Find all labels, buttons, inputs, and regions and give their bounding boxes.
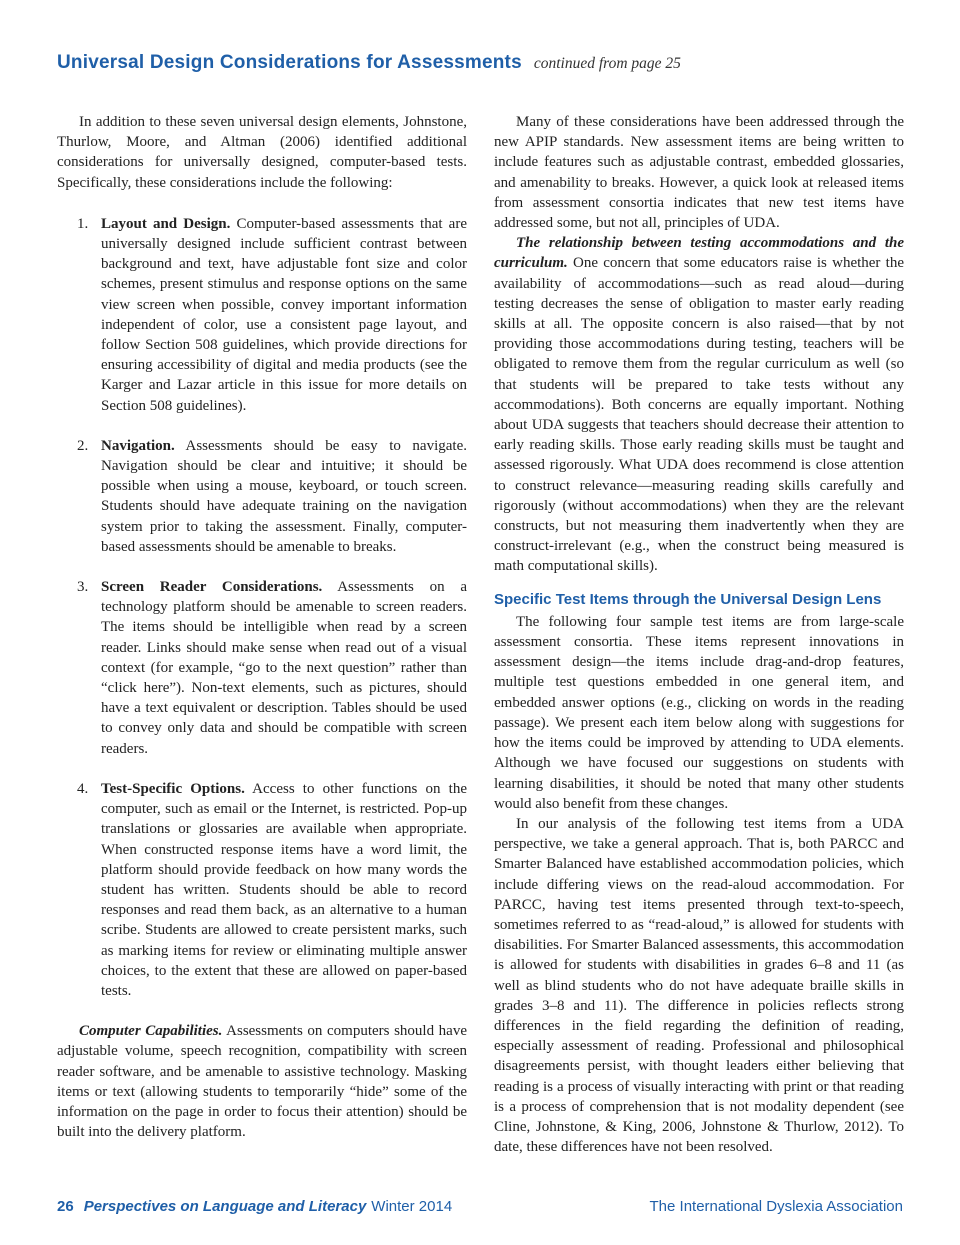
capabilities-paragraph (57, 1021, 467, 1142)
capabilities-term: Computer Capabilities. (79, 1023, 223, 1040)
item-number: 3. (77, 579, 89, 596)
relationship-paragraph (494, 233, 904, 576)
analysis-paragraph: In our analysis of the following test items from a UDA perspective, we take a general approach. That is, both PARCC and Smarter Balanced have established accommodation policies, which include differing views on the read-aloud accommodation. For PARCC, having test items presented through text-to-speech, sometimes referred to as “read-aloud,” is allowed for students with disabilities. For Smarter Balanced assessments, this accommodation is allowed for students with disabilities in grades 6–8 and 11 (as well as blind students who do not have adequate braille skills in grades 3–8 and 11). The difference in policies reflects strong differences in the field regarding the definition of reading, especially assessment of reading. Professional and philosophical disagreements persist, with thought leaders either believing that reading is a process of visually interacting with print or that reading is a process of comprehension that is not modality dependent (see Cline, Johnstone, & King, 2006, Johnstone & Thurlow, 2012). To date, these differences have not been resolved. (494, 815, 904, 1156)
page-number: 26 (57, 1198, 74, 1215)
section-heading: Specific Test Items through the Universal Design Lens (494, 590, 882, 608)
item-term: Test-Specific Options. (101, 780, 245, 797)
publication-name: Perspectives on Language and Literacy (83, 1198, 367, 1215)
item-text: Assessments on a technology platform should be amenable to screen readers. The items should be intelligible when read by a screen reader. Links should make sense when read out of a visual context (for example, “go to the next question” rather than “click here”). Non-text elements, such as pictures, should have a text equivalent or description. Tables should be used to convey only data and should be compatible with screen readers. (101, 579, 467, 757)
relationship-text: One concern that some educators raise is whether the availability of accommodations—such as read aloud—during testing decreases the sense of obligation to master early reading skills at all. The opposite concern is also raised—that by not providing those accommodations during testing, teachers will be obligated to remove them from the regular curriculum as well (so that students will be prepared to take tests without any accommodations). Both concerns are equally important. Nothing about UDA suggests that teachers should decrease their attention to early reading skills. Those early reading skills must be taught and assessed rigorously. What UDA does recommend is close attention to construct relevance—measuring reading skills carefully and rigorously (without accommodations) when they are the relevant constructs, but not measuring them inadvertently when they are construct-irrelevant (e.g., when the construct being measured is math computational skills). (494, 255, 904, 575)
considerations-list (57, 214, 467, 1001)
item-text: Access to other functions on the computer, such as email or the Internet, is restricted. Pop-up translations or glossaries are available when appropriate. When constructed response items have a word limit, the platform should provide feedback on how many words the student has written. Students should be able to record responses and read them back, as an alternative to a human scribe. Students are allowed to create persistent marks, such as marking items for review or eliminating multiple answer choices, to the extent that these are allowed on paper-based tests. (101, 780, 468, 999)
list-item (57, 577, 467, 759)
item-term: Screen Reader Considerations. (101, 579, 323, 596)
issue-label: Winter 2014 (371, 1198, 453, 1215)
list-item (57, 436, 467, 557)
capabilities-text: Assessments on computers should have adjustable volume, speech recognition, compatibility with screen reader software, and be amenable to assistive technology. Masking items or text (allowing students to temporarily “hide” some of the information on the page in order to focus their attention) should be built into the delivery platform. (57, 1023, 468, 1141)
left-column (57, 112, 467, 1142)
page-header (57, 52, 917, 74)
organization-name: The International Dyslexia Association (649, 1198, 903, 1215)
intro-paragraph: In addition to these seven universal design elements, Johnstone, Thurlow, Moore, and Altman (2006) identified additional considerations for universally designed, computer-based tests. Specifically, these considerations include the following: (57, 114, 467, 191)
item-term: Navigation. (101, 437, 175, 454)
item-number: 2. (77, 437, 89, 454)
list-item (57, 779, 467, 1001)
item-text: Assessments should be easy to navigate. Navigation should be clear and intuitive; it should be possible when using a mouse, keyboard, or touch screen. Students should have adequate training on the navigation system prior to taking the assessment. Finally, computer-based assessments should be amenable to breaks. (101, 437, 467, 555)
relationship-term: The relationship between testing accommodations and the curriculum. (494, 235, 904, 272)
item-term: Layout and Design. (101, 215, 231, 232)
sample-items-paragraph: The following four sample test items are from large-scale assessment consortia. These items represent innovations in assessment design—the items include drag-and-drop features, multiple test questions embedded in one general item, and embedded answer options (e.g., clicking on words in the reading passage). We present each item below along with suggestions for how the items could be improved by attending to UDA elements. Although we have focused our suggestions on students with learning disabilities, it should be noted that many other students would also benefit from these changes. (494, 613, 904, 812)
right-column (494, 112, 904, 1157)
continued-note: continued from page 25 (533, 55, 681, 72)
item-number: 1. (77, 215, 89, 232)
apip-paragraph: Many of these considerations have been addressed through the new APIP standards. New assessment items are being written to include features such as adjustable contrast, embedded glossaries, and amenability to breaks. However, a quick look at released items from assessment consortia indicates that new test items have addressed some, but not all, principles of UDA. (494, 114, 904, 232)
page-footer (57, 1198, 903, 1216)
item-number: 4. (77, 780, 89, 797)
item-text: Computer-based assessments that are universally designed include sufficient contrast between background and text, have adjustable font size and color schemes, present stimulus and response options on the same view screen when possible, convey important information independent of color, use a consistent page layout, and follow Section 508 guidelines, which provide directions for ensuring accessibility of digital and media products (see the Karger and Lazar article in this issue for more details on Section 508 guidelines). (101, 215, 467, 414)
article-title: Universal Design Considerations for Assessments (57, 52, 522, 73)
list-item (57, 214, 467, 416)
